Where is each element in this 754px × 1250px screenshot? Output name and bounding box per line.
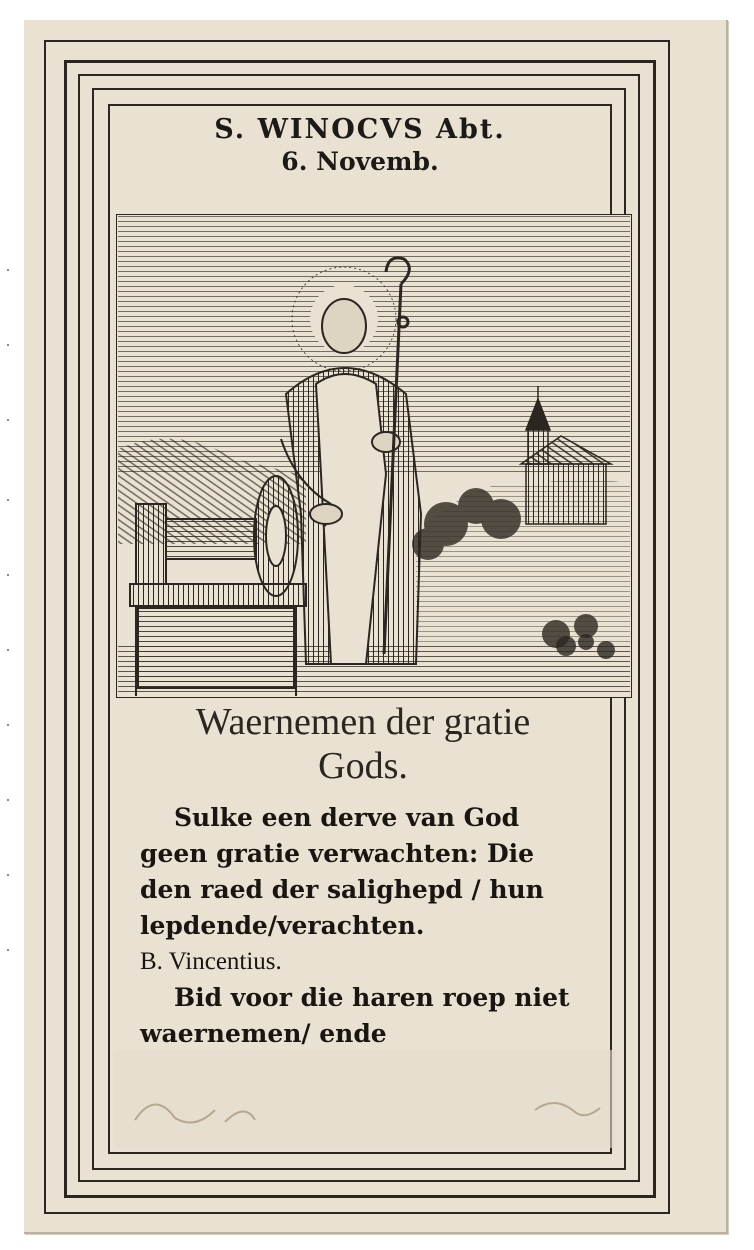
faded-inscription (115, 1050, 615, 1148)
verse-line-2: geen gratie verwachten: Die (140, 839, 535, 868)
card-header (110, 114, 610, 176)
verse-line-1: Sulke een derve van God (174, 803, 520, 832)
verse-line-6: Bid voor die haren roep niet (174, 983, 570, 1012)
saint-engraving (116, 214, 632, 698)
verse-line-7: waernemen/ ende (140, 1019, 387, 1048)
verse-attribution: B. Vincentius. (140, 948, 282, 975)
motto (118, 700, 608, 788)
verse-text (140, 800, 610, 1052)
motto-line-1: Waernemen der gratie (195, 701, 531, 743)
saint-title: S. WINOCVS Abt. (214, 114, 506, 145)
feast-date: 6. Novemb. (281, 147, 439, 176)
margin-dots (4, 0, 12, 1250)
verse-line-3: den raed der salighepd / hun (140, 875, 544, 904)
motto-line-2: Gods. (318, 745, 408, 787)
verse-line-4: lepdende/verachten. (140, 911, 425, 940)
